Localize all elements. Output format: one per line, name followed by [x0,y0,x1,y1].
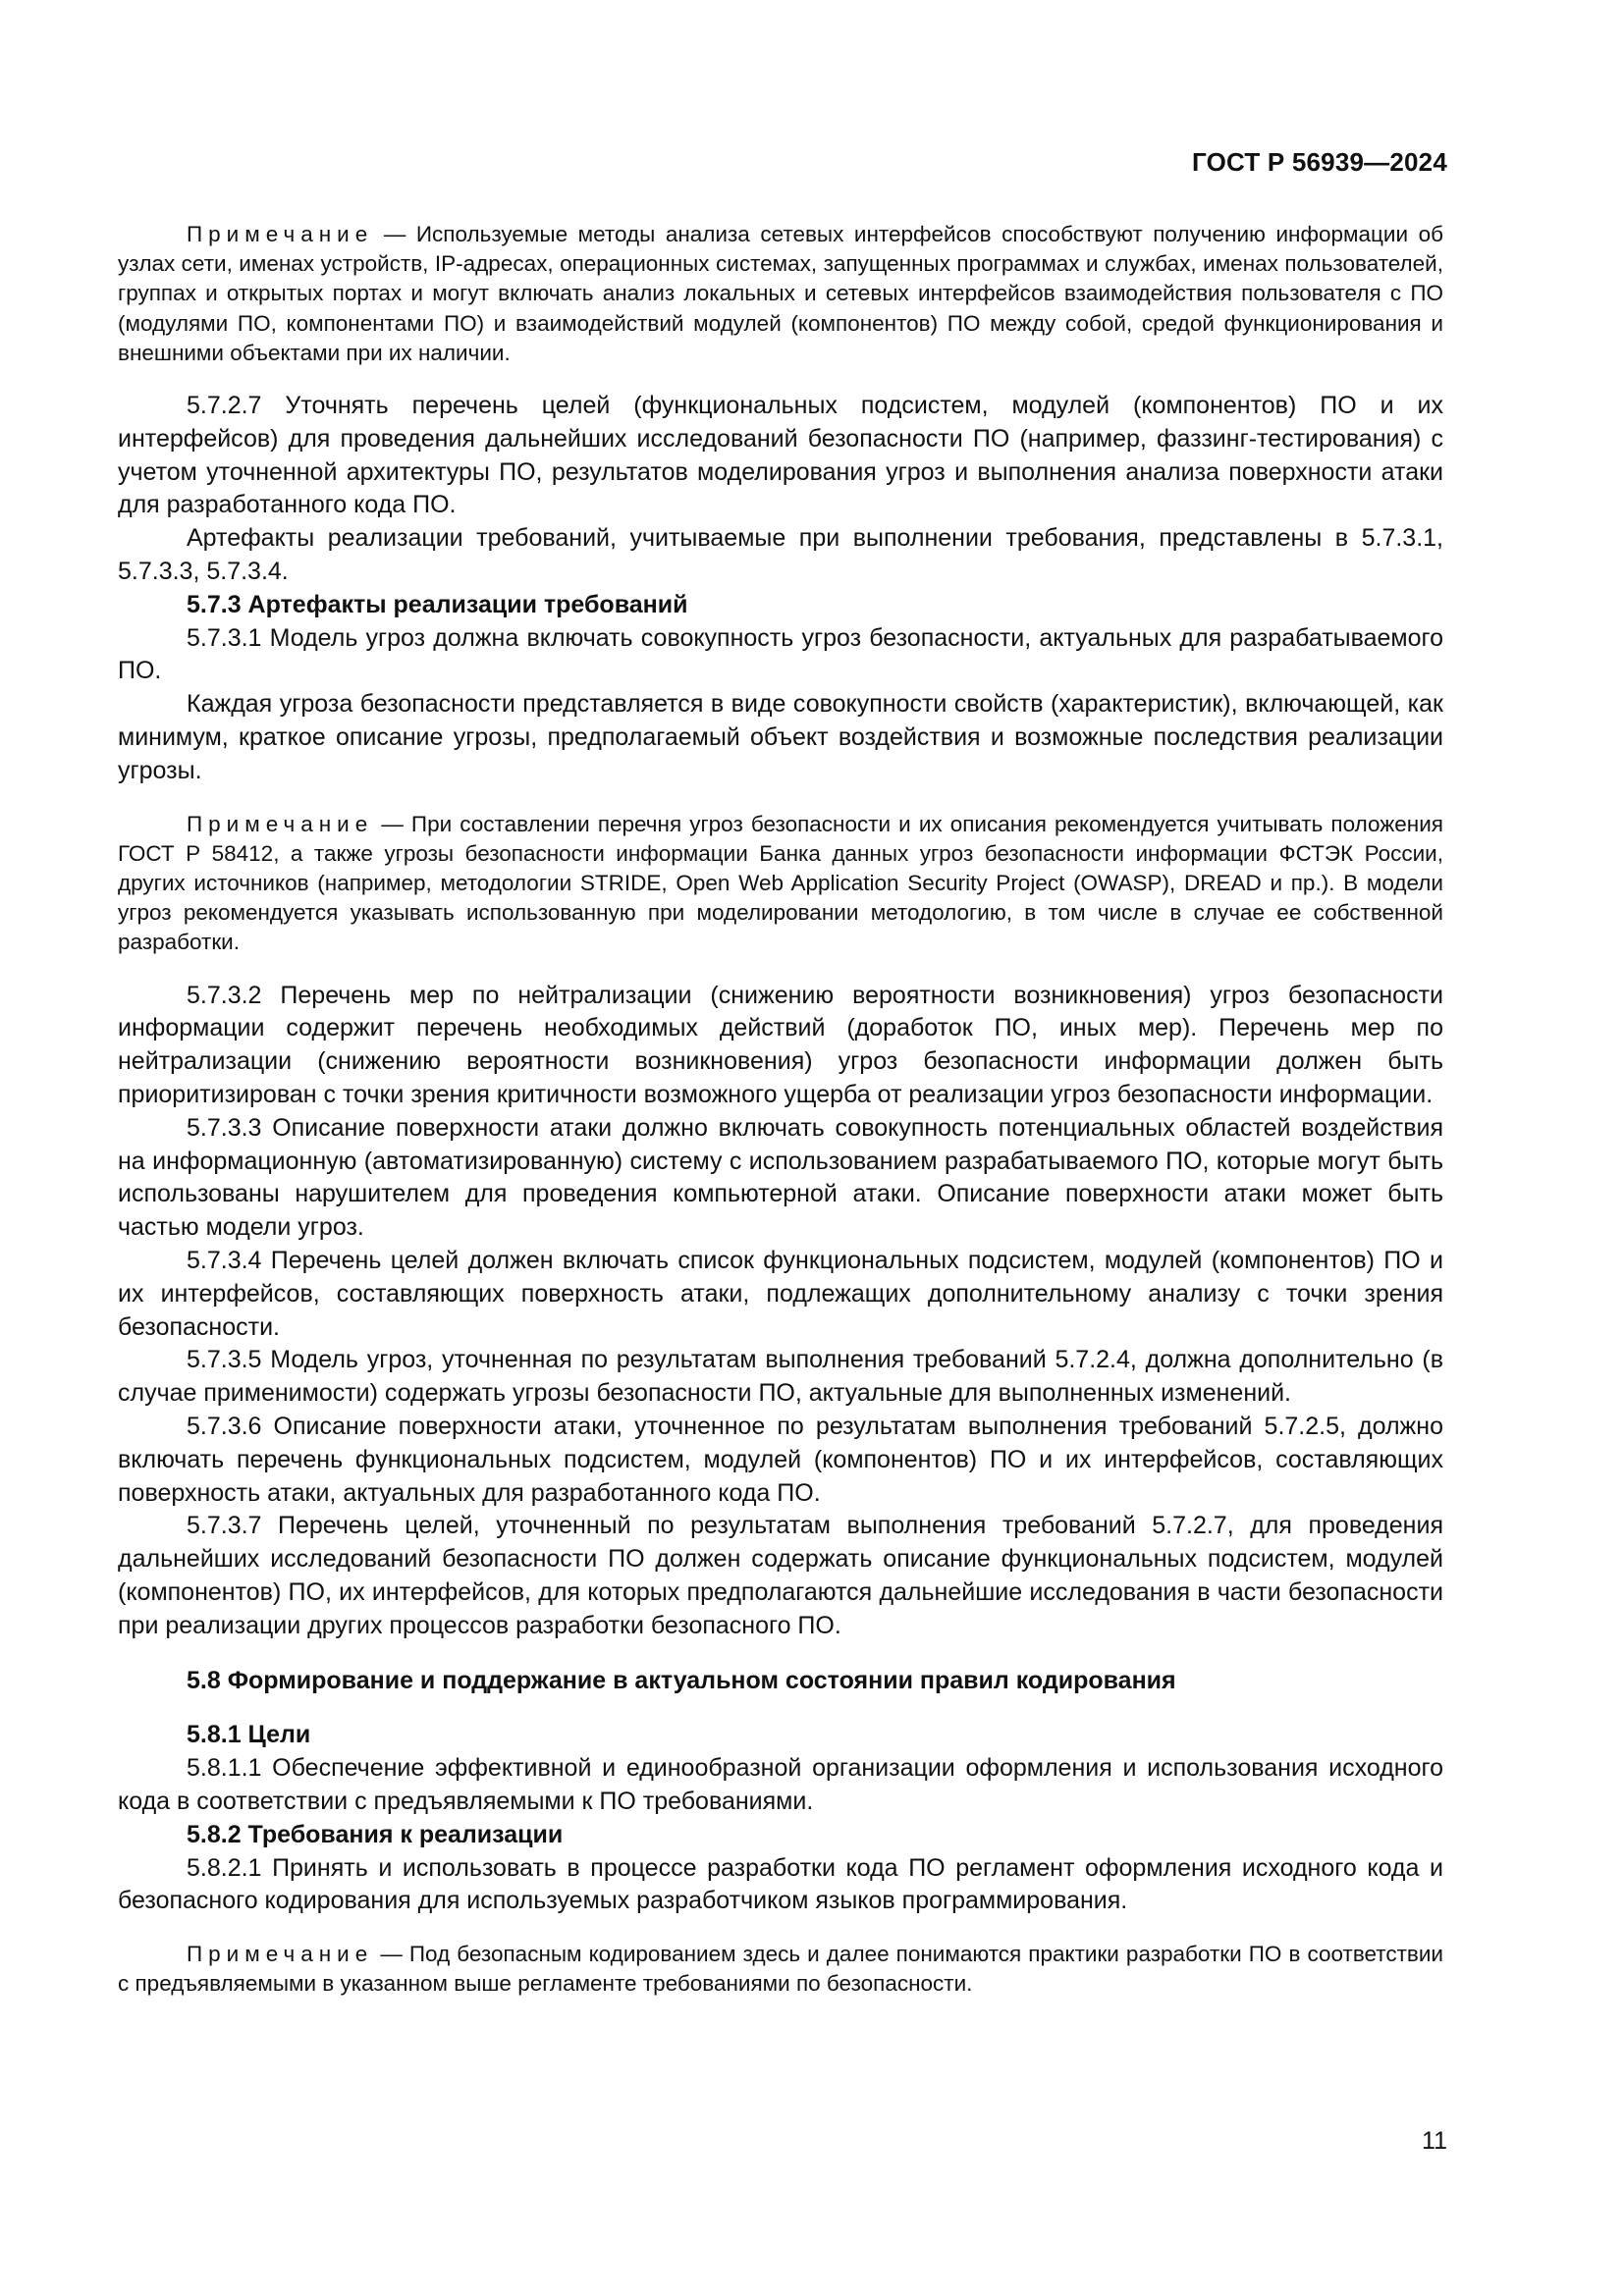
note-text: — Под безопасным кодированием здесь и далее понимаются практики разработки ПО в соответствии с предъявляемыми в указанном выше регламенте требованиями по безопасности. [118,1942,1443,1997]
paragraph-5-7-3-6: 5.7.3.6 Описание поверхности атаки, уточненное по результатам выполнения требований 5.7.2.5, должно включать перечень функциональных подсистем, модулей (компонентов) ПО и их интерфейсов, составляющих поверхность атаки, актуальных для разработанного кода ПО. [118,1412,1443,1507]
paragraph-5-7-3-3: 5.7.3.3 Описание поверхности атаки должно включать совокупность потенциальных областей воздействия на информационную (автоматизированную) систему с использованием разрабатываемого ПО, которые могут быть использованы нарушителем для проведения компьютерной атаки. Описание поверхности атаки может быть частью модели угроз. [118,1113,1443,1242]
heading-5-8: 5.8 Формирование и поддержание в актуальном состоянии правил кодирования [187,1666,1176,1694]
paragraph-5-8-2-1: 5.8.2.1 Принять и использовать в процессе разработки кода ПО регламент оформления исходного кода и безопасного кодирования для используемых разработчиком языков программирования. [118,1853,1443,1915]
note-secure-coding [118,1940,1443,1999]
note-text: — Используемые методы анализа сетевых интерфейсов способствуют получению информации об узлах сети, именах устройств, IP-адресах, операционных системах, запущенных программах и службах, именах пользователей, группах и открытых портах и могут включать анализ локальных и сетевых интерфейсов взаимодействия пользователя с ПО (модулями ПО, компонентами ПО) и взаимодействий модулей (компонентов) ПО между собой, средой функционирования и внешними объектами при их наличии. [118,222,1443,365]
note-network-interfaces [118,220,1443,368]
heading-5-8-2: 5.8.2 Требования к реализации [187,1820,564,1848]
note-label: Примечание [187,222,374,246]
page-number: 11 [1422,2127,1447,2155]
paragraph-5-7-3-5: 5.7.3.5 Модель угроз, уточненная по результатам выполнения требований 5.7.2.4, должна дополнительно (в случае применимости) содержать угрозы безопасности ПО, актуальные для выполненных изменений. [118,1346,1443,1408]
paragraph-5-7-3-2: 5.7.3.2 Перечень мер по нейтрализации (снижению вероятности возникновения) угроз безопасности информации содержит перечень необходимых действий (доработок ПО, иных мер). Перечень мер по нейтрализации (снижению вероятности возникновения) угроз безопасности информации должен быть приоритизирован с точки зрения критичности возможного ущерба от реализации угроз безопасности информации. [118,981,1443,1108]
paragraph-threat-description: Каждая угроза безопасности представляется в виде совокупности свойств (характеристик), включающей, как минимум, краткое описание угрозы, предполагаемый объект воздействия и возможные последствия реализации угрозы. [118,690,1443,784]
note-threat-list [118,810,1443,958]
note-label: Примечание [187,1942,374,1967]
paragraph-5-7-3-4: 5.7.3.4 Перечень целей должен включать список функциональных подсистем, модулей (компонентов) ПО и их интерфейсов, составляющих поверхность атаки, подлежащих дополнительному анализу с точки зрения безопасности. [118,1246,1443,1341]
note-label: Примечание [187,811,374,836]
document-code-header: ГОСТ Р 56939—2024 [1192,147,1447,177]
heading-5-8-1: 5.8.1 Цели [187,1721,311,1749]
heading-5-7-3: 5.7.3 Артефакты реализации требований [187,590,688,618]
paragraph-5-7-3-7: 5.7.3.7 Перечень целей, уточненный по результатам выполнения требований 5.7.2.7, для проведения дальнейших исследований безопасности ПО должен содержать описание функциональных подсистем, модулей (компонентов) ПО, их интерфейсов, для которых предполагаются дальнейшие исследования в части безопасности при реализации других процессов разработки безопасного ПО. [118,1512,1443,1639]
paragraph-artifacts-reference: Артефакты реализации требований, учитываемые при выполнении требования, представлены в 5.7.3.1, 5.7.3.3, 5.7.3.4. [118,524,1443,585]
paragraph-5-7-3-1: 5.7.3.1 Модель угроз должна включать совокупность угроз безопасности, актуальных для разрабатываемого ПО. [118,623,1443,685]
paragraph-5-8-1-1: 5.8.1.1 Обеспечение эффективной и единообразной организации оформления и использования исходного кода в соответствии с предъявляемыми к ПО требованиями. [118,1754,1443,1815]
paragraph-5-7-2-7: 5.7.2.7 Уточнять перечень целей (функциональных подсистем, модулей (компонентов) ПО и их интерфейсов) для проведения дальнейших исследований безопасности ПО (например, фаззинг-тестирования) с учетом уточненной архитектуры ПО, результатов моделирования угроз и выполнения анализа поверхности атаки для разработанного кода ПО. [118,392,1443,519]
note-text: — При составлении перечня угроз безопасности и их описания рекомендуется учитывать положения ГОСТ Р 58412, а также угрозы безопасности информации Банка данных угроз безопасности информации ФСТЭК России, других источников (например, методологии STRIDE, Open Web Application Security Project (OWASP), DREAD и пр.). В модели угроз рекомендуется указывать использованную при моделировании методологию, в том числе в случае ее собственной разработки. [118,811,1443,955]
document-body [118,220,1443,2000]
